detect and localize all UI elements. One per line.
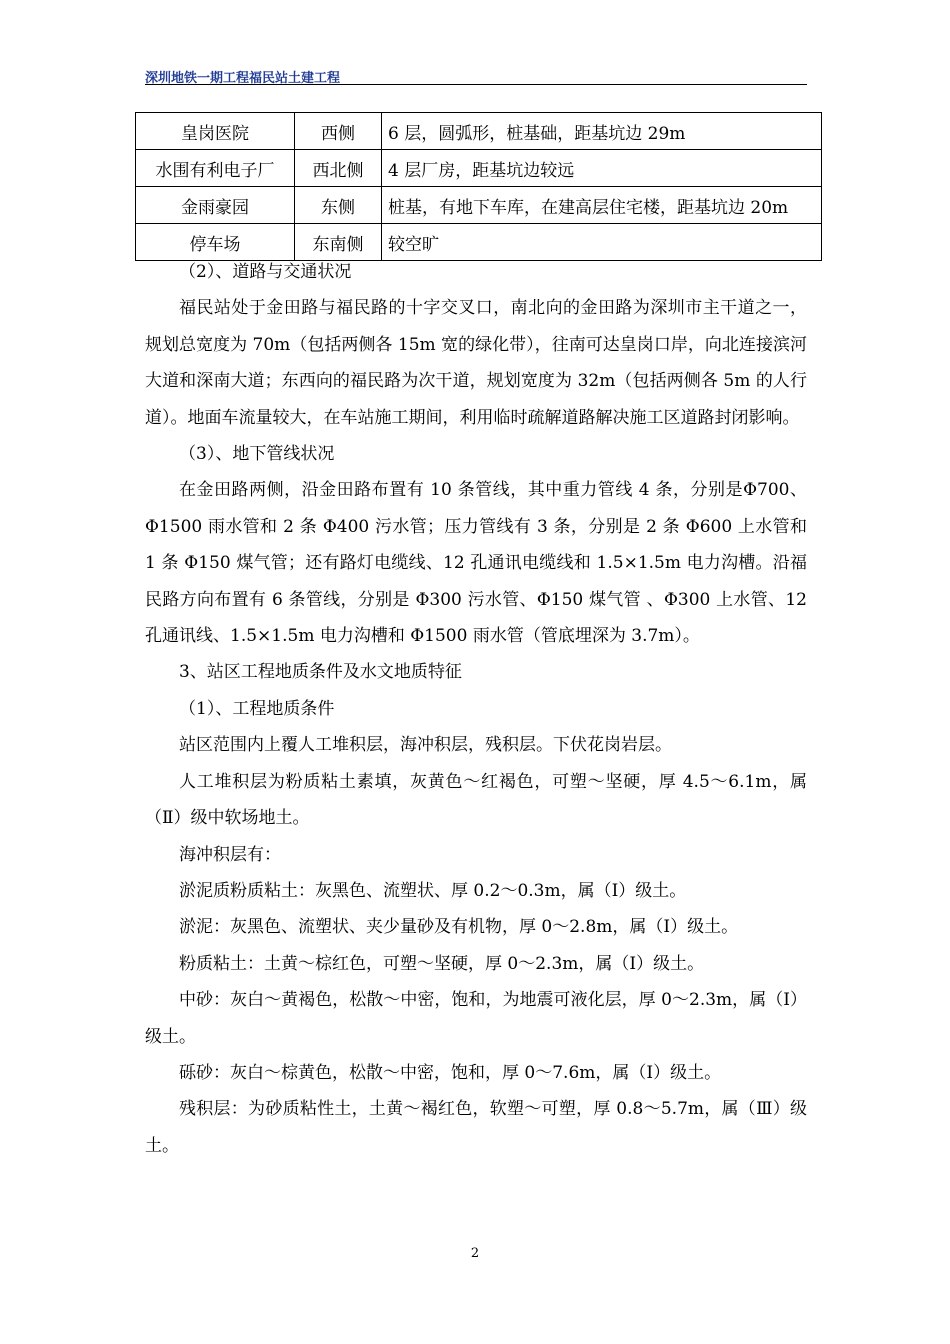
paragraph: 淤泥质粉质粘土：灰黑色、流塑状、厚 0.2～0.3m，属（Ⅰ）级土。 <box>179 880 687 901</box>
paragraph: 福民站处于金田路与福民路的十字交叉口，南北向的金田路为深圳市主干道之一，规划总宽度为 70m（包括两侧各 15m 宽的绿化带），往南可达皇岗口岸，向北连接滨河大道和深南大道；东西向的福民路为次干道，规划宽度为 32m（包括两侧各 5m 的人行道）。地面车流量较大，在车站施工期间，利用临时疏解道路解决施工区道路封闭影响。 <box>145 298 807 428</box>
page-number: 2 <box>470 1246 480 1261</box>
paragraph: 砾砂：灰白～棕黄色，松散～中密，饱和，厚 0～7.6m，属（Ⅰ）级土。 <box>179 1062 722 1083</box>
body-text <box>145 254 807 1164</box>
table-cell-desc: 桩基，有地下车库，在建高层住宅楼，距基坑边 20m <box>382 187 822 224</box>
table-cell-desc: 6 层，圆弧形，桩基础，距基坑边 29m <box>382 113 822 150</box>
paragraph: 海冲积层有： <box>179 844 281 865</box>
paragraph: 在金田路两侧，沿金田路布置有 10 条管线，其中重力管线 4 条，分别是Φ700、Φ1500 雨水管和 2 条 Φ400 污水管；压力管线有 3 条，分别是 2 条 Φ600 上水管和 1 条 Φ150 煤气管；还有路灯电缆线、12 孔通讯电缆线和 1.5×1.5m 电力沟槽。沿福民路方向布置有 6 条管线，分别是 Φ300 污水管、Φ150 煤气管 、Φ300 上水管、12 孔通讯线、1.5×1.5m 电力沟槽和 Φ1500 雨水管（管底埋深为 3.7m）。 <box>145 480 807 647</box>
building-table <box>135 112 822 261</box>
paragraph: 站区范围内上覆人工堆积层，海冲积层，残积层。下伏花岗岩层。 <box>179 735 672 756</box>
section-heading: （1）、工程地质条件 <box>179 698 335 719</box>
table-cell-direction: 东侧 <box>295 187 382 224</box>
table-cell-name: 水围有利电子厂 <box>136 150 295 187</box>
section-heading: （3）、地下管线状况 <box>179 444 335 465</box>
paragraph: 人工堆积层为粉质粘土素填，灰黄色～红褐色，可塑～坚硬，厚 4.5～6.1m，属（Ⅱ）级中软场地土。 <box>145 771 808 829</box>
table-cell-direction: 东南侧 <box>295 224 382 261</box>
paragraph: 中砂：灰白～黄褐色，松散～中密，饱和，为地震可液化层，厚 0～2.3m，属（Ⅰ）级土。 <box>145 990 807 1047</box>
paragraph: 残积层：为砂质粘性土，土黄～褐红色，软塑～可塑，厚 0.8～5.7m，属（Ⅲ）级土。 <box>145 1099 807 1156</box>
table-cell-name: 金雨豪园 <box>136 187 295 224</box>
table-cell-desc: 4 层厂房，距基坑边较远 <box>382 150 822 187</box>
table-cell-name: 停车场 <box>136 224 295 261</box>
table-row <box>136 187 822 224</box>
header-title: 深圳地铁一期工程福民站土建工程 <box>145 71 341 86</box>
section-heading: （2）、道路与交通状况 <box>179 262 352 282</box>
page-header <box>145 66 807 85</box>
table-cell-desc: 较空旷 <box>382 224 822 261</box>
paragraph: 粉质粘土：土黄～棕红色，可塑～坚硬，厚 0～2.3m，属（Ⅰ）级土。 <box>179 953 705 974</box>
section-heading: 3、站区工程地质条件及水文地质特征 <box>179 662 462 683</box>
table-cell-name: 皇岗医院 <box>136 113 295 150</box>
table-row <box>136 150 822 187</box>
table-row <box>136 113 822 150</box>
paragraph: 淤泥：灰黑色、流塑状、夹少量砂及有机物，厚 0～2.8m，属（Ⅰ）级土。 <box>179 917 739 938</box>
table-cell-direction: 西侧 <box>295 113 382 150</box>
table-cell-direction: 西北侧 <box>295 150 382 187</box>
